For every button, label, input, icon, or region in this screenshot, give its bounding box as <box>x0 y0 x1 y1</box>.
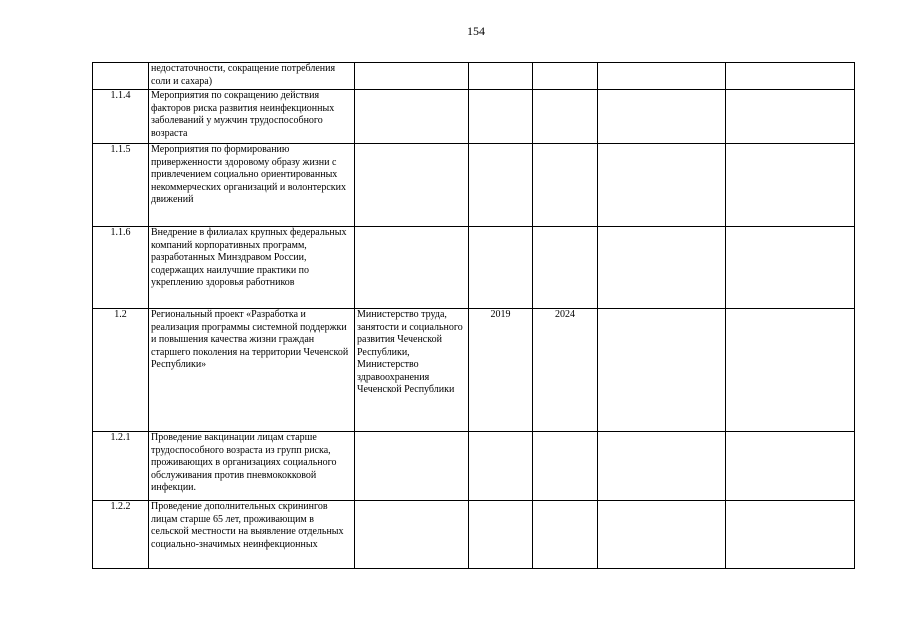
row-number: 1.1.5 <box>93 144 149 227</box>
table-row <box>93 144 855 227</box>
row-empty-cell <box>598 90 726 144</box>
row-empty-cell <box>726 144 855 227</box>
row-start-year <box>469 63 533 90</box>
row-number: 1.2.2 <box>93 501 149 569</box>
row-empty-cell <box>726 432 855 501</box>
row-description: Региональный проект «Разработка и реализация программы системной поддержки и повышения качества жизни граждан старшего поколения на территории Чеченской Республики» <box>149 309 355 432</box>
row-start-year <box>469 144 533 227</box>
table-row <box>93 501 855 569</box>
row-end-year <box>533 144 598 227</box>
row-description: Проведение вакцинации лицам старше трудоспособного возраста из групп риска, проживающих в организациях социального обслуживания против пневмококковой инфекции. <box>149 432 355 501</box>
row-start-year <box>469 432 533 501</box>
row-start-year <box>469 90 533 144</box>
row-empty-cell <box>726 309 855 432</box>
table-row <box>93 432 855 501</box>
row-start-year <box>469 501 533 569</box>
row-number: 1.2.1 <box>93 432 149 501</box>
row-responsible <box>355 90 469 144</box>
row-empty-cell <box>598 432 726 501</box>
table-row <box>93 63 855 90</box>
row-end-year <box>533 63 598 90</box>
row-number: 1.1.6 <box>93 227 149 309</box>
table-row <box>93 309 855 432</box>
row-responsible <box>355 501 469 569</box>
row-responsible <box>355 227 469 309</box>
row-end-year: 2024 <box>533 309 598 432</box>
row-number: 1.2 <box>93 309 149 432</box>
row-description: Проведение дополнительных скринингов лицам старше 65 лет, проживающим в сельской местности на выявление отдельных социально-значимых неинфекционных <box>149 501 355 569</box>
row-empty-cell <box>598 501 726 569</box>
row-empty-cell <box>598 309 726 432</box>
row-empty-cell <box>598 144 726 227</box>
row-responsible <box>355 63 469 90</box>
page-number: 154 <box>467 24 485 38</box>
row-empty-cell <box>598 227 726 309</box>
row-end-year <box>533 90 598 144</box>
row-responsible: Министерство труда, занятости и социального развития Чеченской Республики, Министерство здравоохранения Чеченской Республики <box>355 309 469 432</box>
row-description: Мероприятия по сокращению действия факторов риска развития неинфекционных заболеваний у мужчин трудоспособного возраста <box>149 90 355 144</box>
row-number: 1.1.4 <box>93 90 149 144</box>
row-description: недостаточности, сокращение потребления соли и сахара) <box>149 63 355 90</box>
row-empty-cell <box>726 90 855 144</box>
row-empty-cell <box>726 227 855 309</box>
row-empty-cell <box>598 63 726 90</box>
row-description: Внедрение в филиалах крупных федеральных компаний корпоративных программ, разработанных Минздравом России, содержащих наилучшие практики по укреплению здоровья работников <box>149 227 355 309</box>
row-responsible <box>355 432 469 501</box>
row-empty-cell <box>726 63 855 90</box>
row-start-year: 2019 <box>469 309 533 432</box>
row-description: Мероприятия по формированию приверженности здоровому образу жизни с привлечением социально ориентированных некоммерческих организаций и волонтерских движений <box>149 144 355 227</box>
table-row <box>93 227 855 309</box>
row-end-year <box>533 432 598 501</box>
table-row <box>93 90 855 144</box>
row-end-year <box>533 501 598 569</box>
row-empty-cell <box>726 501 855 569</box>
row-number <box>93 63 149 90</box>
activity-table <box>92 62 855 569</box>
row-end-year <box>533 227 598 309</box>
row-start-year <box>469 227 533 309</box>
row-responsible <box>355 144 469 227</box>
